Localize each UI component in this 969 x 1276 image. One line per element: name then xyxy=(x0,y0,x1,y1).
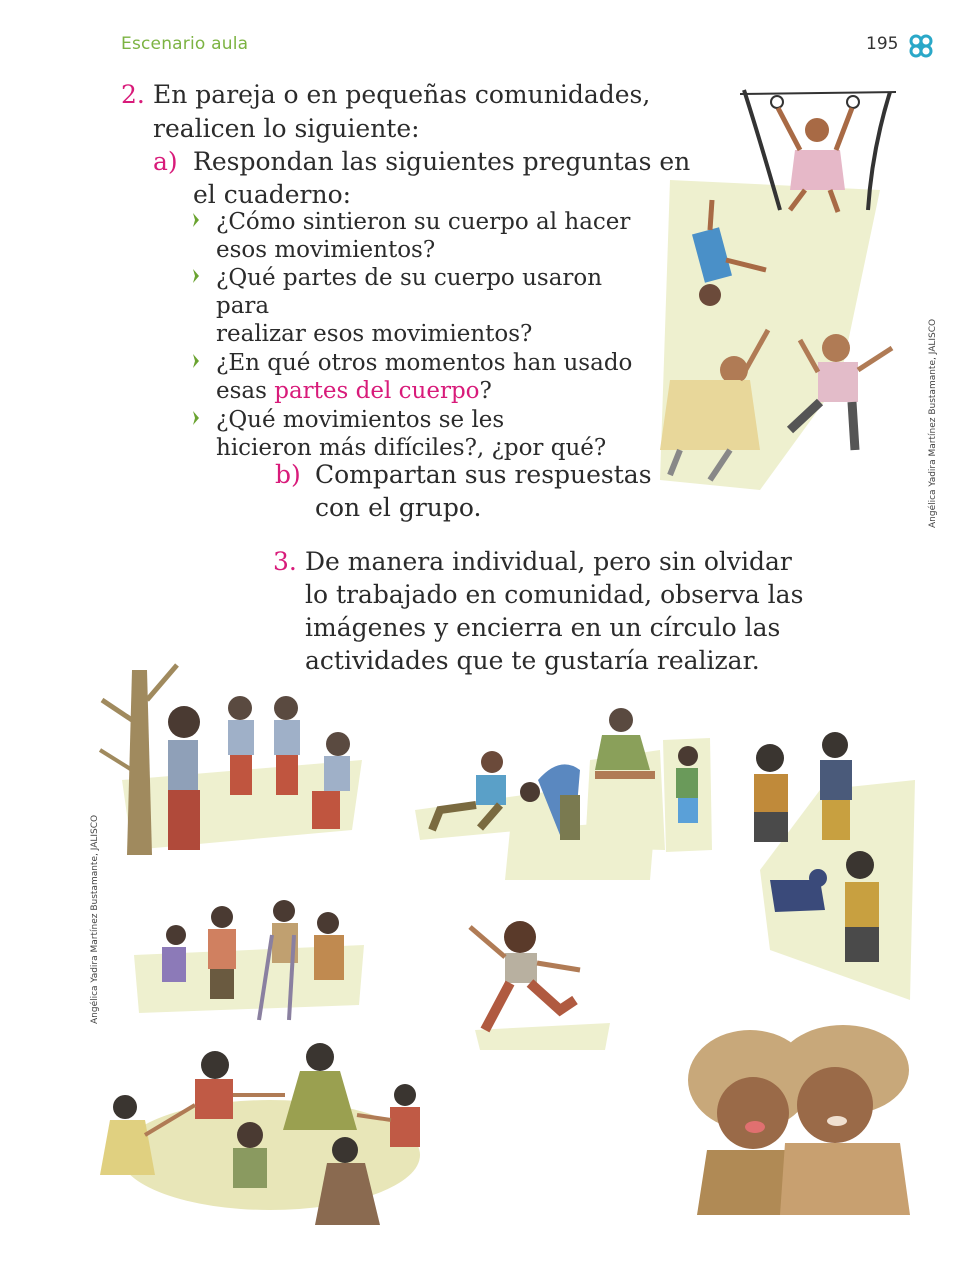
item-3-number: 3. xyxy=(273,547,297,576)
kids-with-hats-illustration xyxy=(685,1025,915,1215)
bullet-chevron-icon xyxy=(192,410,200,426)
question-list xyxy=(192,208,662,463)
knot-logo-icon xyxy=(905,30,937,62)
stretching-illustration xyxy=(410,700,730,890)
item-2a-line2: el cuaderno: xyxy=(193,180,352,209)
page-number: 195 xyxy=(866,34,899,54)
list-item: ¿En qué otros momentos han usado esas partes del cuerpo? xyxy=(192,349,662,405)
list-item: ¿Qué partes de su cuerpo usaron para realizar esos movimientos? xyxy=(192,264,662,348)
item-3-line1: De manera individual, pero sin olvidar xyxy=(305,547,792,576)
item-3-line3: imágenes y encierra en un círculo las xyxy=(305,613,781,642)
glossary-link[interactable]: partes del cuerpo xyxy=(274,378,480,404)
item-3-line4: actividades que te gustaría realizar. xyxy=(305,646,760,675)
circle-dance-illustration xyxy=(95,1035,435,1230)
group-walking-illustration xyxy=(134,895,364,1025)
item-2-number: 2. xyxy=(121,80,145,109)
list-item: ¿Qué movimientos se les hicieron más difíciles?, ¿por qué? xyxy=(192,406,662,462)
section-title: Escenario aula xyxy=(121,34,249,54)
illustration-credit-left: Angélica Yadira Martínez Bustamante, JALISCO xyxy=(90,814,100,1024)
bullet-chevron-icon xyxy=(192,353,200,369)
hide-and-seek-illustration xyxy=(92,660,372,860)
illustration-credit-top: Angélica Yadira Martínez Bustamante, JALISCO xyxy=(928,318,938,528)
item-2b-letter: b) xyxy=(275,460,301,489)
item-2-line2: realicen lo siguiente: xyxy=(153,114,420,143)
jumping-girl-illustration xyxy=(465,915,615,1050)
item-2a-line1: Respondan las siguientes preguntas en xyxy=(193,147,691,176)
item-2-line1: En pareja o en pequeñas comunidades, xyxy=(153,80,651,109)
item-2b-line1: Compartan sus respuestas xyxy=(315,460,652,489)
item-2b-line2: con el grupo. xyxy=(315,493,482,522)
kids-with-dog-illustration xyxy=(740,720,920,1000)
bullet-chevron-icon xyxy=(192,212,200,228)
item-2a-letter: a) xyxy=(153,147,178,176)
list-item: ¿Cómo sintieron su cuerpo al hacer esos movimientos? xyxy=(192,208,662,264)
item-3-line2: lo trabajado en comunidad, observa las xyxy=(305,580,804,609)
children-playing-illustration xyxy=(640,80,900,500)
bullet-chevron-icon xyxy=(192,268,200,284)
